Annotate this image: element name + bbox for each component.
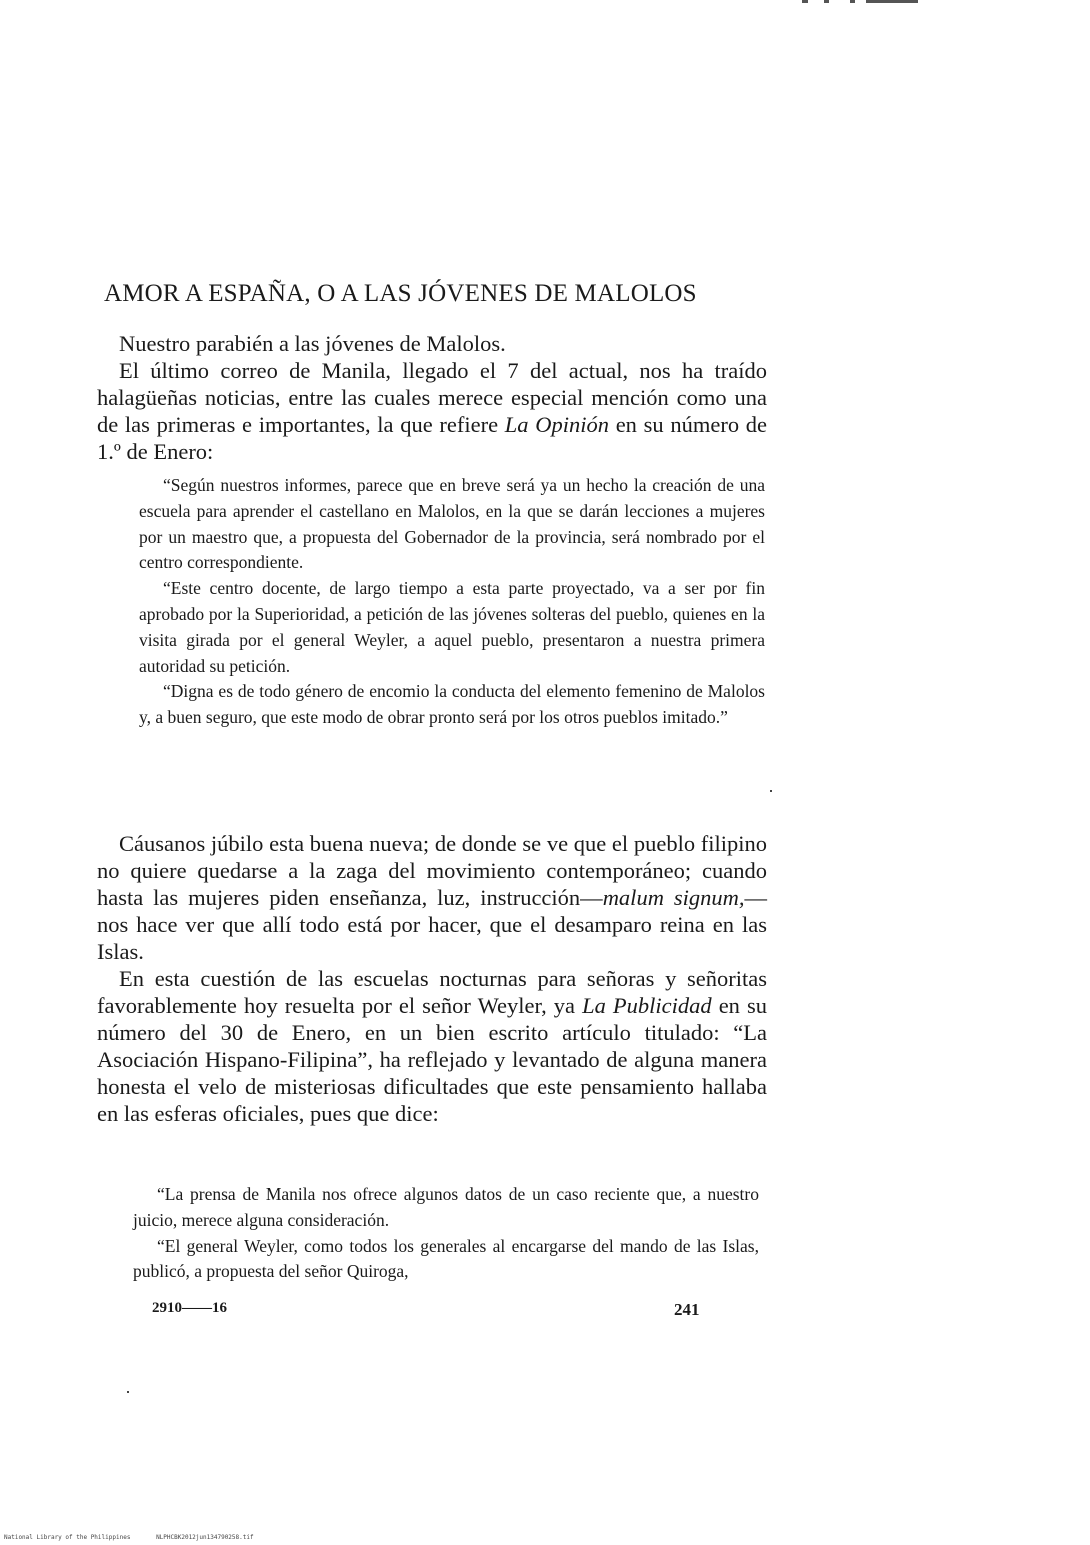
scan-footer [4, 1534, 276, 1541]
quote2-paragraph-1: “La prensa de Manila nos ofrece algunos datos de un caso reciente que, a nuestro juicio, merece alguna consideración. [133, 1184, 759, 1230]
intro-paragraph-1: Nuestro parabién a las jóvenes de Malolos. [119, 331, 506, 356]
middle-text-b: —nos hace ver que allí todo está por hacer, que el desamparo reina en las Islas. [97, 885, 767, 964]
middle-text-a: Cáusanos júbilo esta buena nueva; de donde se ve que el pueblo filipino no quiere quedarse a la zaga del movimiento contemporáneo; cuando hasta las mujeres piden enseñanza, luz, instrucción— [97, 831, 767, 910]
closing-text-a: En esta cuestión de las escuelas nocturnas para señoras y señoritas favorablemente hoy resuelta por el señor Weyler, ya [97, 966, 767, 1018]
page-title: AMOR A ESPAÑA, O A LAS JÓVENES DE MALOLOS [104, 280, 697, 307]
scan-file-id: NLPHCBK2012jun134790258.tif [156, 1534, 254, 1541]
intro-text [97, 330, 767, 465]
intro-paragraph-2 [97, 357, 767, 465]
signature-mark: 2910——16 [152, 1300, 227, 1316]
quote2-paragraph-2: “El general Weyler, como todos los generales al encargarse del mando de las Islas, publicó, a propuesta del señor Quiroga, [133, 1235, 759, 1282]
newspaper-name-la-publicidad: La Publicidad [582, 993, 712, 1018]
scan-speck [770, 790, 772, 792]
page-number: 241 [674, 1300, 700, 1319]
middle-paragraph [97, 830, 767, 965]
scan-library-name: National Library of the Philippines [4, 1534, 131, 1541]
quote1-paragraph-1: “Según nuestros informes, parece que en breve será ya un hecho la creación de una escuela para aprender el castellano en Malolos, en la que se darán lecciones a mujeres por un maestro que, a propuesta del Gobernador de la provincia, será nombrado por el centro correspondiente. [139, 475, 765, 573]
quote-la-publicidad [133, 1182, 759, 1285]
quote-la-opinion [139, 473, 765, 731]
scan-edge-marks [798, 0, 918, 4]
quote1-paragraph-3: “Digna es de todo género de encomio la conducta del elemento femenino de Malolos y, a buen seguro, que este modo de obrar pronto será por los otros pueblos imitado.” [139, 681, 765, 728]
intro-text-before-emphasis: El último correo de Manila, llegado el 7 del actual, nos ha traído halagüeñas noticias, entre las cuales merece especial mención como una de las primeras e importantes, la que refiere [97, 358, 767, 437]
intro-text-after-emphasis: en su número de 1.º de Enero: [97, 412, 767, 464]
commentary-text [97, 830, 767, 1127]
closing-text-b: en su número del 30 de Enero, en un bien escrito artículo titulado: “La Asociación Hispano-Filipina”, ha reflejado y levantado de alguna manera honesta el velo de misteriosas dificultades que este pensamiento hallaba en las esferas oficiales, pues que dice: [97, 993, 767, 1126]
closing-paragraph [97, 965, 767, 1127]
latin-phrase: malum signum, [602, 885, 745, 910]
newspaper-name-la-opinion: La Opinión [504, 412, 609, 437]
scan-speck [127, 1391, 129, 1393]
quote1-paragraph-2: “Este centro docente, de largo tiempo a esta parte proyectado, va a ser por fin aprobado por la Superioridad, a petición de las jóvenes solteras del pueblo, quienes en la visita girada por el general Weyler, a aquel pueblo, presentaron a nuestra primera autoridad su petición. [139, 578, 765, 676]
